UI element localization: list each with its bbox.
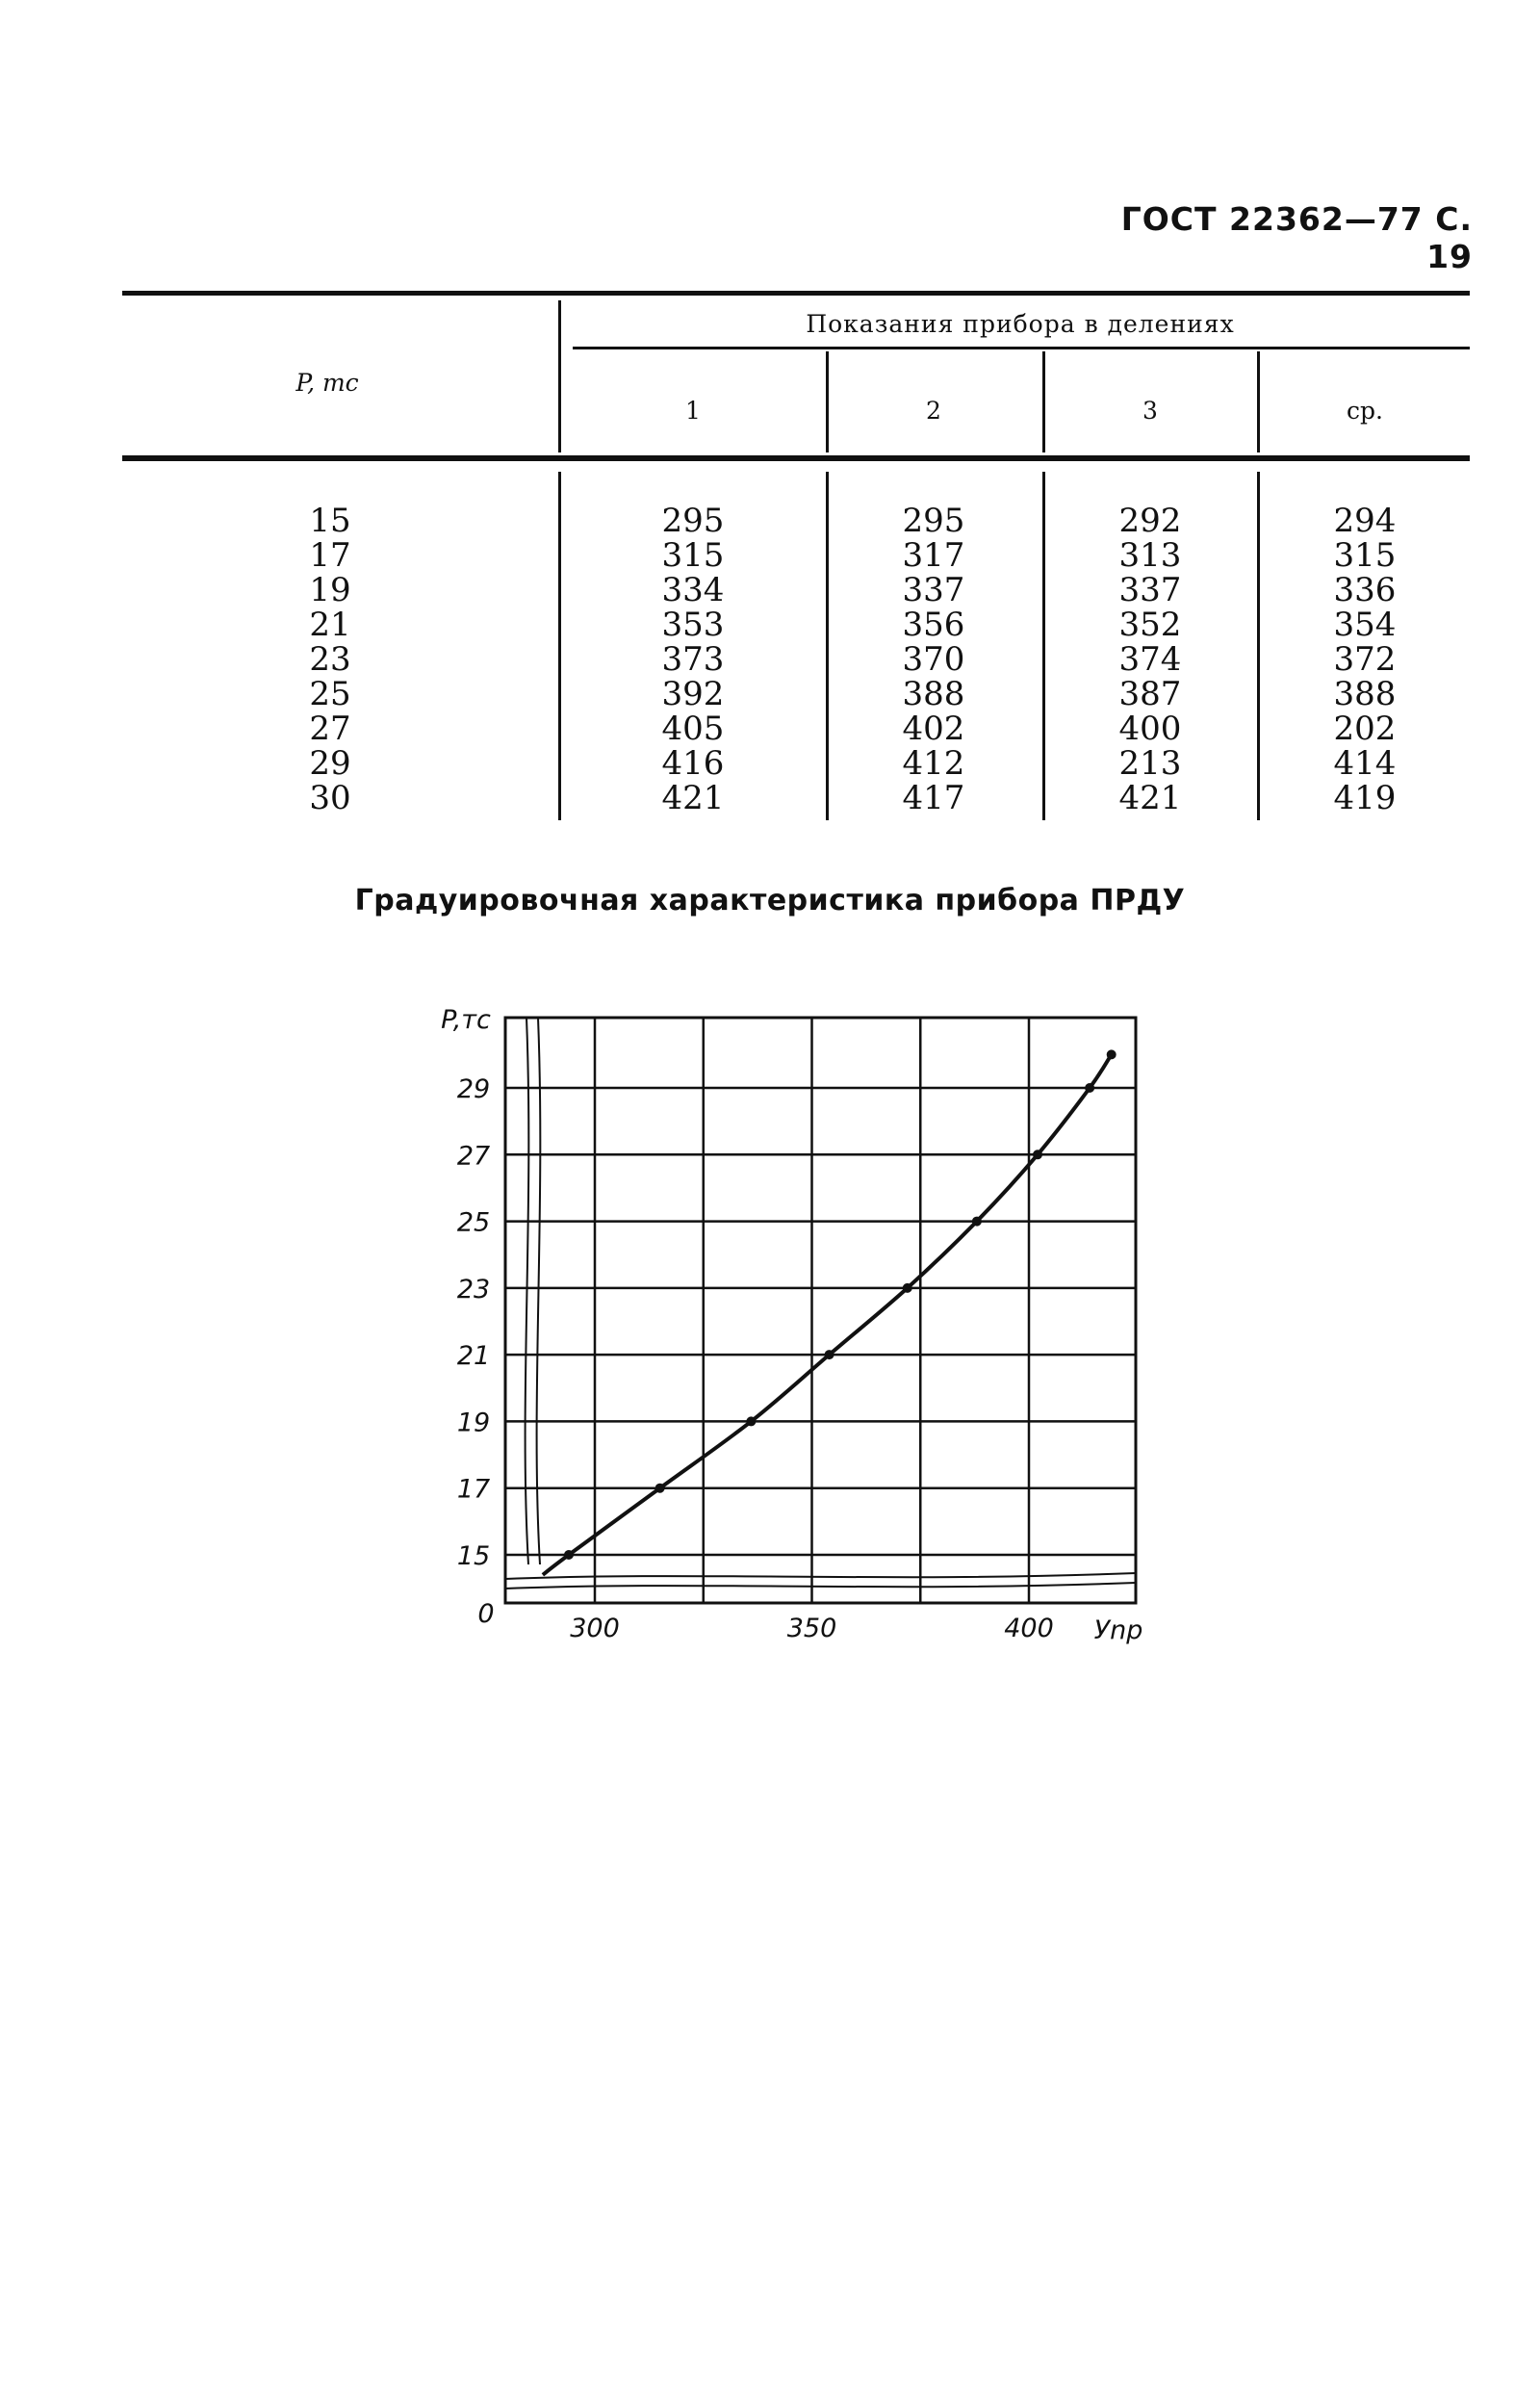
data-point bbox=[655, 1484, 665, 1493]
reading-3-cell: 313 bbox=[1118, 536, 1182, 575]
y-tick-label: 17 bbox=[456, 1474, 491, 1505]
data-point bbox=[825, 1350, 834, 1359]
data-point bbox=[1033, 1150, 1042, 1159]
reading-1-cell: 405 bbox=[661, 710, 725, 748]
reading-avg-cell: 294 bbox=[1333, 502, 1397, 540]
p-value-cell: 29 bbox=[309, 744, 351, 783]
y-tick-label: 25 bbox=[456, 1207, 491, 1238]
x-axis-label: Уnp bbox=[1093, 1615, 1143, 1645]
reading-3-cell: 400 bbox=[1118, 710, 1182, 748]
data-point bbox=[972, 1217, 982, 1227]
y-tick-label: 27 bbox=[456, 1141, 491, 1172]
reading-2-cell: 295 bbox=[902, 502, 965, 540]
reading-avg-cell: 372 bbox=[1333, 640, 1397, 679]
reading-1-cell: 295 bbox=[661, 502, 725, 540]
reading-2-cell: 356 bbox=[902, 606, 965, 644]
reading-avg-cell: 414 bbox=[1333, 744, 1397, 783]
reading-1-cell: 392 bbox=[661, 675, 725, 713]
p-value-cell: 17 bbox=[309, 536, 351, 575]
plot-frame bbox=[505, 1018, 1136, 1603]
data-point bbox=[903, 1283, 912, 1293]
reading-3-cell: 292 bbox=[1118, 502, 1182, 540]
p-value-cell: 19 bbox=[309, 571, 351, 609]
p-value-cell: 23 bbox=[309, 640, 351, 679]
reading-avg-cell: 354 bbox=[1333, 606, 1397, 644]
y-tick-label: 15 bbox=[456, 1541, 491, 1571]
y-tick-label: 21 bbox=[456, 1341, 491, 1372]
y-axis-break bbox=[526, 1018, 529, 1564]
column-header-avg: ср. bbox=[1347, 397, 1383, 425]
p-value-cell: 27 bbox=[309, 710, 351, 748]
p-value-cell: 15 bbox=[309, 502, 351, 540]
x-tick-label: 400 bbox=[1004, 1614, 1054, 1643]
y-axis-break bbox=[537, 1018, 541, 1564]
column-header-2: 2 bbox=[926, 397, 941, 425]
reading-avg-cell: 315 bbox=[1333, 536, 1397, 575]
reading-3-cell: 352 bbox=[1118, 606, 1182, 644]
x-axis-break bbox=[505, 1573, 1136, 1579]
y-tick-label: 29 bbox=[456, 1074, 491, 1104]
reading-avg-cell: 336 bbox=[1333, 571, 1397, 609]
reading-2-cell: 417 bbox=[902, 779, 965, 817]
row-header-label: P, тс bbox=[295, 369, 359, 397]
data-point bbox=[1085, 1083, 1094, 1093]
reading-1-cell: 315 bbox=[661, 536, 725, 575]
reading-1-cell: 421 bbox=[661, 779, 725, 817]
y-zero-label: 0 bbox=[477, 1599, 495, 1629]
reading-3-cell: 387 bbox=[1118, 675, 1182, 713]
p-value-cell: 25 bbox=[309, 675, 351, 713]
reading-3-cell: 337 bbox=[1118, 571, 1182, 609]
p-value-cell: 30 bbox=[309, 779, 351, 817]
reading-2-cell: 412 bbox=[902, 744, 965, 783]
reading-avg-cell: 419 bbox=[1333, 779, 1397, 817]
p-value-cell: 21 bbox=[309, 606, 351, 644]
x-axis-break bbox=[505, 1583, 1136, 1589]
y-tick-label: 19 bbox=[456, 1408, 491, 1438]
column-header-3: 3 bbox=[1142, 397, 1158, 425]
x-tick-label: 300 bbox=[570, 1614, 620, 1643]
reading-1-cell: 373 bbox=[661, 640, 725, 679]
reading-1-cell: 353 bbox=[661, 606, 725, 644]
document-reference: ГОСТ 22362—77 С. 19 bbox=[1120, 200, 1473, 275]
reading-2-cell: 337 bbox=[902, 571, 965, 609]
data-point bbox=[1107, 1049, 1116, 1059]
reading-3-cell: 213 bbox=[1118, 744, 1182, 783]
group-header-label: Показания прибора в делениях bbox=[806, 310, 1235, 338]
x-tick-label: 350 bbox=[786, 1614, 837, 1643]
calibration-curve bbox=[543, 1054, 1112, 1574]
data-point bbox=[564, 1550, 574, 1560]
figure-title: Градуировочная характеристика прибора ПРДУ bbox=[354, 884, 1186, 917]
reading-2-cell: 317 bbox=[902, 536, 965, 575]
reading-3-cell: 421 bbox=[1118, 779, 1182, 817]
data-point bbox=[746, 1416, 756, 1426]
column-header-1: 1 bbox=[685, 397, 701, 425]
y-axis-label: P,тс bbox=[441, 1005, 491, 1035]
reading-avg-cell: 388 bbox=[1333, 675, 1397, 713]
reading-2-cell: 388 bbox=[902, 675, 965, 713]
reading-3-cell: 374 bbox=[1118, 640, 1182, 679]
reading-2-cell: 402 bbox=[902, 710, 965, 748]
reading-1-cell: 416 bbox=[661, 744, 725, 783]
reading-1-cell: 334 bbox=[661, 571, 725, 609]
y-tick-label: 23 bbox=[456, 1274, 491, 1305]
reading-2-cell: 370 bbox=[902, 640, 965, 679]
reading-avg-cell: 202 bbox=[1333, 710, 1397, 748]
